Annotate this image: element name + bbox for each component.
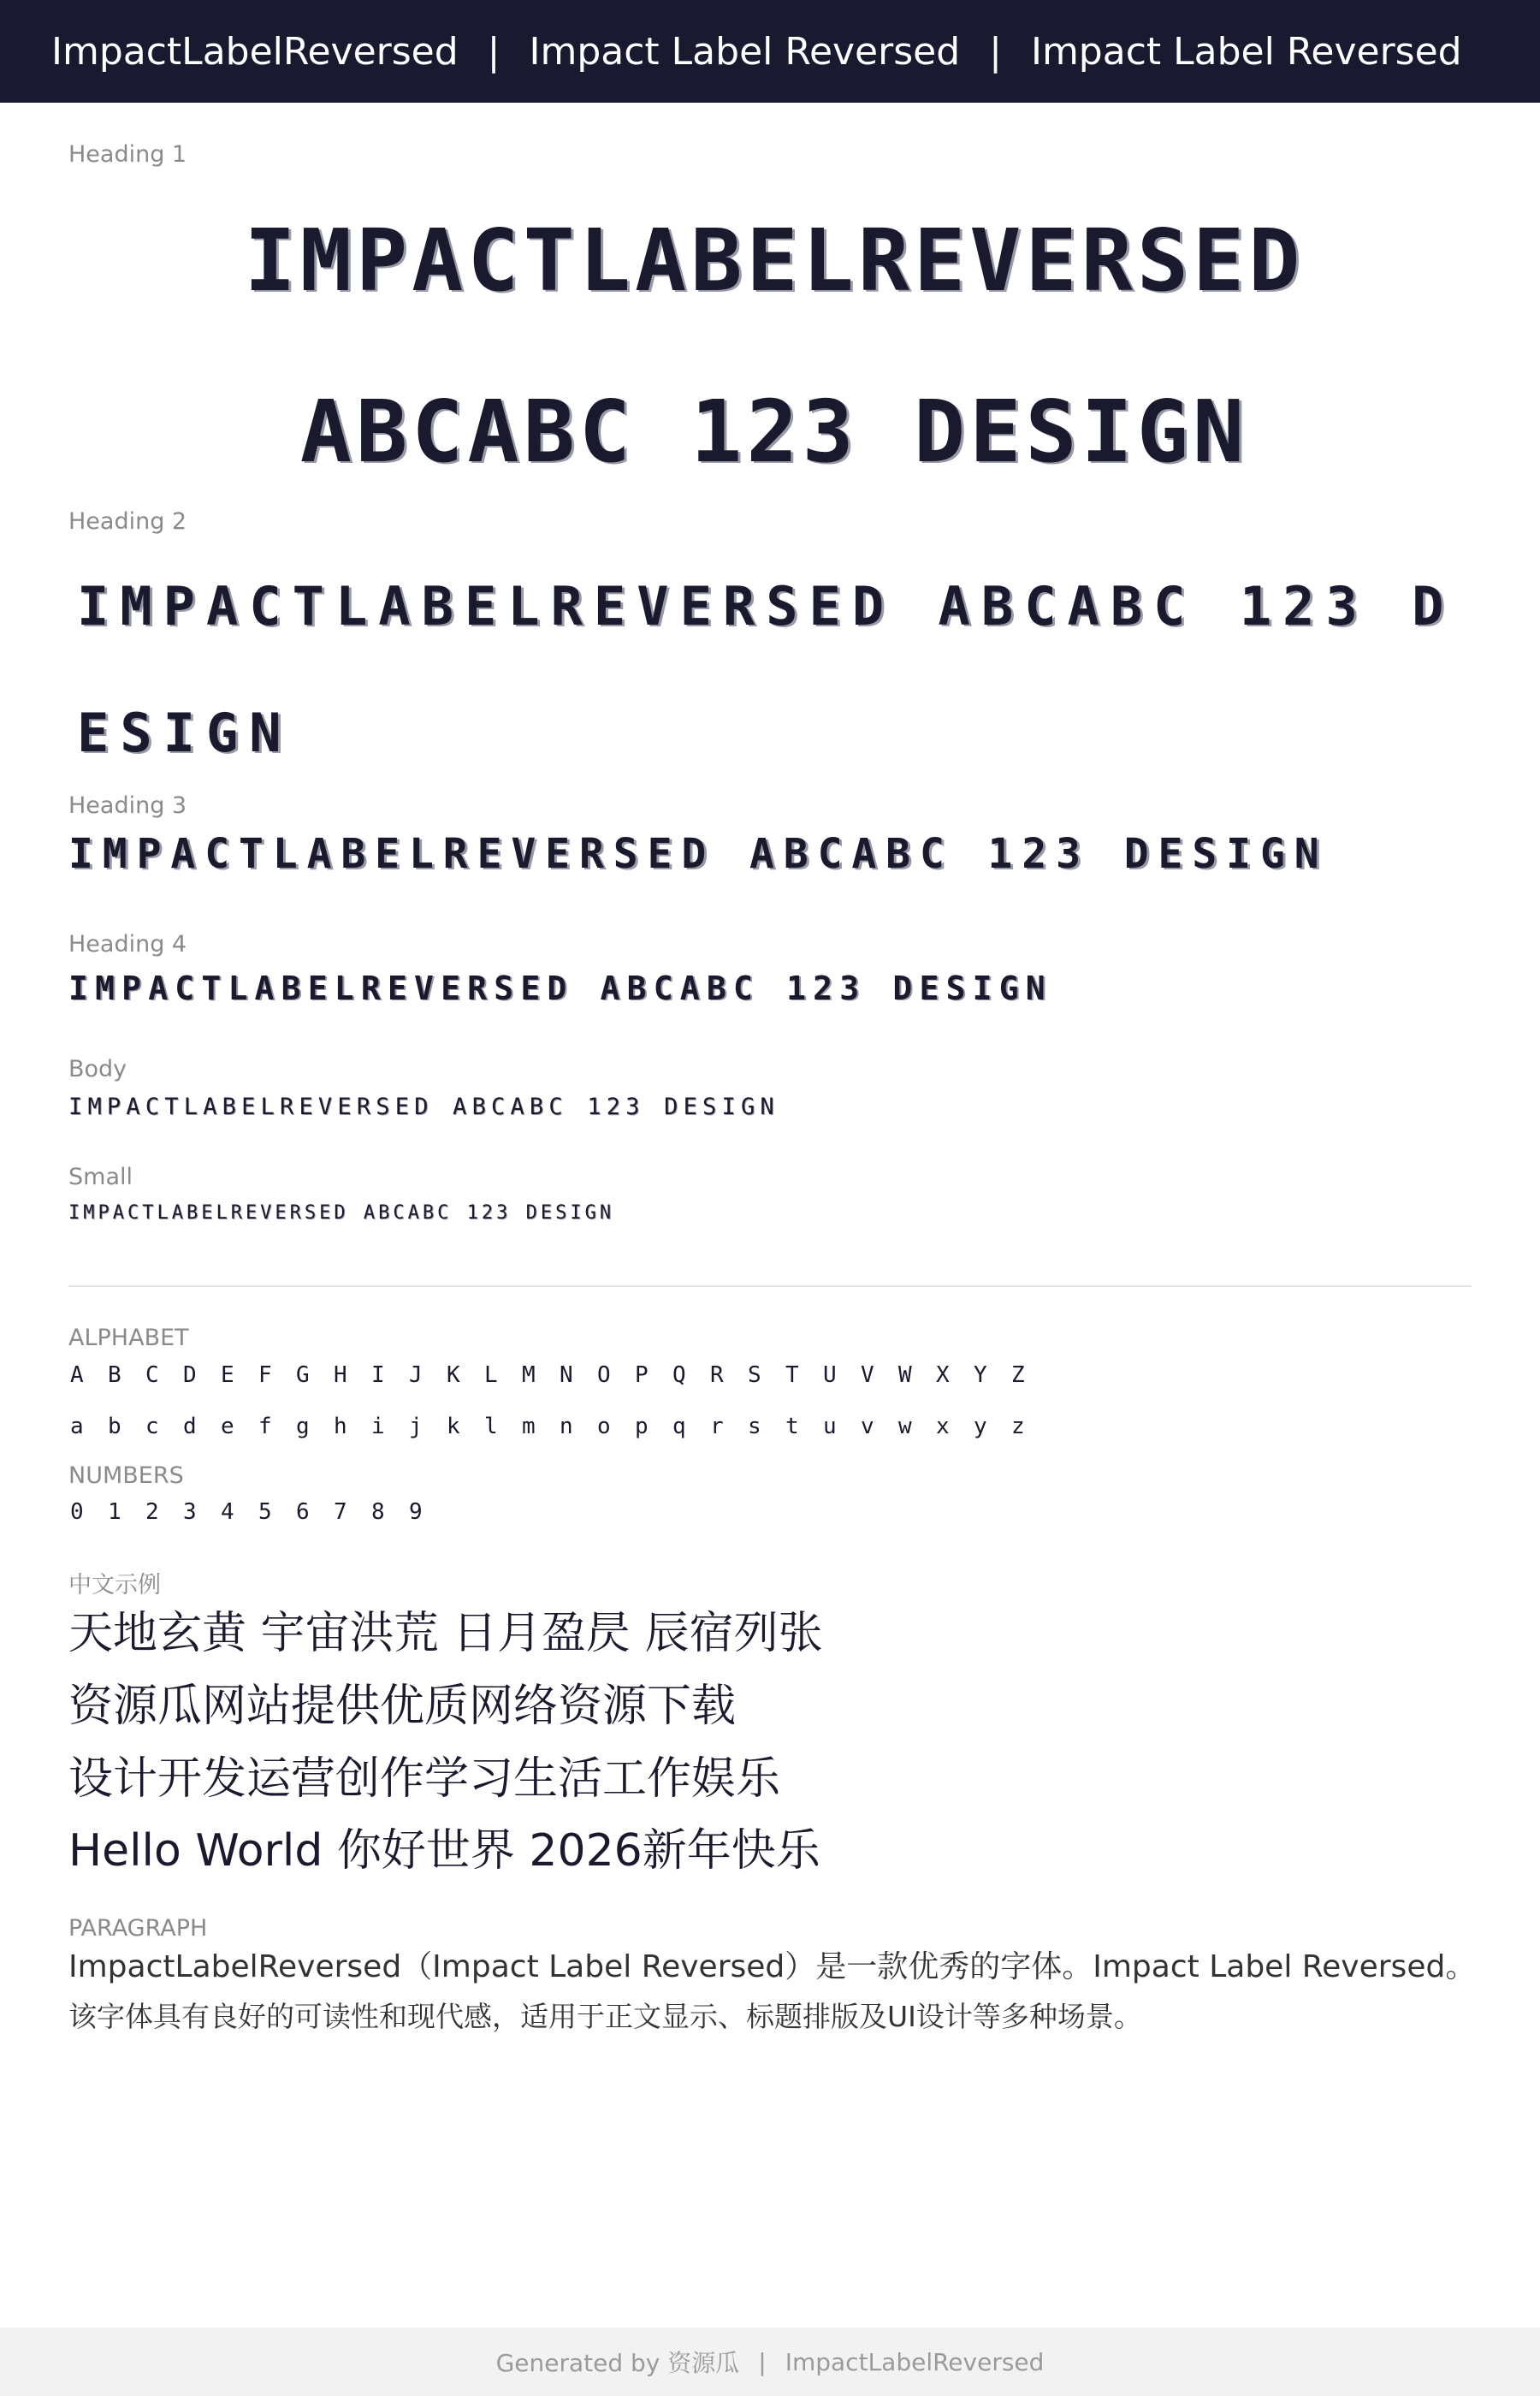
alphabet-glyph: g	[296, 1414, 310, 1439]
heading1-specimen: IMPACTLABELREVERSED ABCABC 123 DESIGN	[244, 211, 1305, 482]
number-glyph: 9	[409, 1499, 423, 1525]
alphabet-glyph: p	[635, 1414, 649, 1439]
alphabet-glyph: L	[484, 1362, 498, 1388]
chinese-sample-line: Hello World 你好世界 2026新年快乐	[68, 1825, 820, 1877]
number-glyph: 3	[183, 1499, 197, 1525]
number-glyph: 5	[258, 1499, 272, 1525]
alphabet-glyph: r	[710, 1414, 724, 1439]
alphabet-glyph: a	[70, 1414, 84, 1439]
alphabet-glyph: z	[1011, 1414, 1025, 1439]
heading3-label: Heading 3	[68, 792, 187, 819]
number-glyph: 2	[145, 1499, 159, 1525]
alphabet-glyph: t	[785, 1414, 799, 1439]
alphabet-glyph: v	[861, 1414, 874, 1439]
number-glyph: 0	[70, 1499, 84, 1525]
footer-font-name: ImpactLabelReversed	[785, 2347, 1045, 2376]
header-font-name: ImpactLabelReversed	[51, 29, 459, 74]
alphabet-glyph: O	[597, 1362, 611, 1388]
section-divider	[68, 1285, 1472, 1287]
alphabet-glyph: j	[409, 1414, 423, 1439]
heading1-label: Heading 1	[68, 141, 187, 168]
header-font-name-alt: Impact Label Reversed	[1030, 29, 1462, 74]
alphabet-glyph: D	[183, 1362, 197, 1388]
header-separator: |	[487, 29, 500, 74]
paragraph-line-2: 该字体具有良好的可读性和现代感，适用于正文显示、标题排版及UI设计等多种场景。	[68, 2000, 1142, 2033]
chinese-label: 中文示例	[68, 1572, 161, 1598]
alphabet-glyph: B	[108, 1362, 121, 1388]
alphabet-glyph: x	[936, 1414, 950, 1439]
alphabet-glyph: q	[672, 1414, 686, 1439]
number-glyph: 4	[221, 1499, 234, 1525]
alphabet-glyph: P	[635, 1362, 649, 1388]
heading4-label: Heading 4	[68, 931, 187, 958]
alphabet-label: ALPHABET	[68, 1325, 189, 1351]
alphabet-glyph: Y	[974, 1362, 987, 1388]
alphabet-glyph: l	[484, 1414, 498, 1439]
alphabet-glyph: Q	[672, 1362, 686, 1388]
paragraph-line-1: ImpactLabelReversed（Impact Label Reversed）是一款优秀的字体。Impact Label Reversed。	[68, 1949, 1477, 1984]
alphabet-glyph: R	[710, 1362, 724, 1388]
alphabet-glyph: X	[936, 1362, 950, 1388]
number-glyph: 1	[108, 1499, 121, 1525]
alphabet-glyph: u	[823, 1414, 837, 1439]
page-footer	[0, 2328, 1540, 2396]
paragraph-label: PARAGRAPH	[68, 1915, 208, 1942]
heading4-specimen: IMPACTLABELREVERSED ABCABC 123 DESIGN	[68, 970, 1052, 1007]
alphabet-glyph: C	[145, 1362, 159, 1388]
page-header	[0, 0, 1540, 103]
alphabet-glyph: Z	[1011, 1362, 1025, 1388]
alphabet-glyph: d	[183, 1414, 197, 1439]
alphabet-glyph: w	[898, 1414, 912, 1439]
alphabet-glyph: A	[70, 1362, 84, 1388]
alphabet-glyph: H	[334, 1362, 347, 1388]
alphabet-glyph: h	[334, 1414, 347, 1439]
body-specimen: IMPACTLABELREVERSED ABCABC 123 DESIGN	[68, 1094, 779, 1120]
alphabet-glyph: e	[221, 1414, 234, 1439]
alphabet-glyph: V	[861, 1362, 874, 1388]
heading3-specimen: IMPACTLABELREVERSED ABCABC 123 DESIGN	[68, 830, 1329, 878]
alphabet-glyph: U	[823, 1362, 837, 1388]
alphabet-glyph: f	[258, 1414, 272, 1439]
body-label: Body	[68, 1056, 127, 1082]
alphabet-glyph: T	[785, 1362, 799, 1388]
alphabet-glyph: N	[560, 1362, 573, 1388]
alphabet-glyph: n	[560, 1414, 573, 1439]
alphabet-glyph: m	[522, 1414, 536, 1439]
alphabet-glyph: b	[108, 1414, 121, 1439]
alphabet-glyph: W	[898, 1362, 912, 1388]
heading2-specimen: IMPACTLABELREVERSED ABCABC 123 DESIGN	[77, 575, 1455, 764]
alphabet-glyph: K	[447, 1362, 460, 1388]
alphabet-glyph: i	[371, 1414, 385, 1439]
alphabet-glyph: s	[748, 1414, 761, 1439]
chinese-sample-line: 天地玄黄 宇宙洪荒 日月盈昃 辰宿列张	[68, 1608, 823, 1659]
footer-separator: |	[758, 2347, 767, 2376]
footer-generated-by: Generated by 资源瓜	[495, 2349, 740, 2377]
number-glyph: 8	[371, 1499, 385, 1525]
alphabet-uppercase-row	[70, 1362, 1049, 1388]
alphabet-glyph: k	[447, 1414, 460, 1439]
alphabet-lowercase-row	[70, 1414, 1049, 1439]
small-label: Small	[68, 1164, 133, 1190]
alphabet-glyph: F	[258, 1362, 272, 1388]
chinese-sample-line: 设计开发运营创作学习生活工作娱乐	[68, 1753, 781, 1805]
number-glyph: 6	[296, 1499, 310, 1525]
alphabet-glyph: M	[522, 1362, 536, 1388]
heading2-label: Heading 2	[68, 508, 187, 535]
alphabet-glyph: y	[974, 1414, 987, 1439]
alphabet-glyph: G	[296, 1362, 310, 1388]
chinese-sample-line: 资源瓜网站提供优质网络资源下载	[68, 1681, 737, 1732]
alphabet-glyph: E	[221, 1362, 234, 1388]
header-separator: |	[989, 29, 1002, 74]
number-glyph: 7	[334, 1499, 347, 1525]
header-font-name-spaced: Impact Label Reversed	[529, 29, 961, 74]
alphabet-glyph: o	[597, 1414, 611, 1439]
numbers-label: NUMBERS	[68, 1462, 184, 1489]
numbers-row	[70, 1499, 447, 1525]
small-specimen: IMPACTLABELREVERSED ABCABC 123 DESIGN	[68, 1202, 615, 1224]
alphabet-glyph: I	[371, 1362, 385, 1388]
alphabet-glyph: S	[748, 1362, 761, 1388]
alphabet-glyph: J	[409, 1362, 423, 1388]
alphabet-glyph: c	[145, 1414, 159, 1439]
